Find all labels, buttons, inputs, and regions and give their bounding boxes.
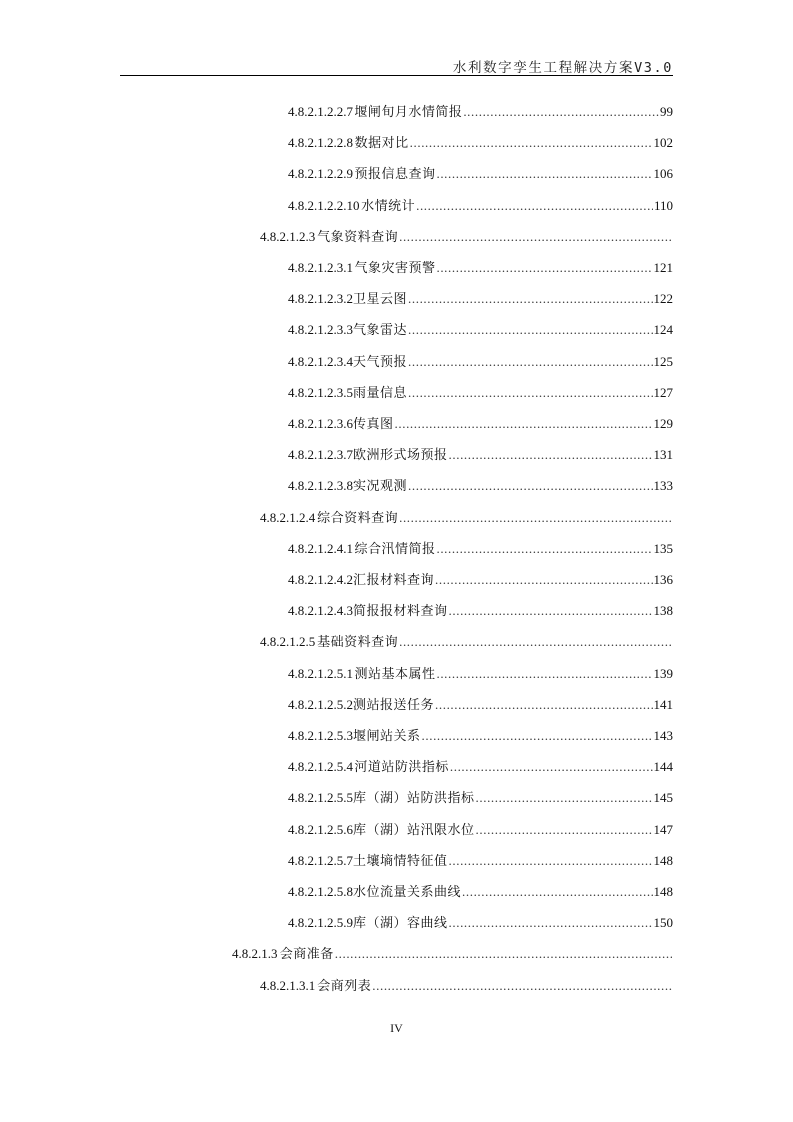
toc-dot-leader — [436, 666, 652, 682]
toc-dot-leader — [422, 728, 653, 744]
toc-entry-page: 148 — [653, 884, 673, 899]
toc-entry[interactable] — [288, 725, 673, 747]
toc-entry-title: 堰闸站关系 — [353, 728, 421, 743]
toc-entry-number: 4.8.2.1.2.3.4 — [288, 353, 353, 369]
toc-dot-leader — [476, 790, 653, 806]
toc-dot-leader — [408, 354, 652, 370]
toc-entry-page: 127 — [653, 384, 673, 400]
toc-dot-leader — [435, 697, 652, 713]
toc-entry-title: 库（湖）站防洪指标 — [353, 790, 475, 806]
page-number: IV — [390, 1021, 403, 1035]
toc-dot-leader — [450, 759, 653, 775]
toc-entry-number: 4.8.2.1.2.4 — [260, 509, 316, 525]
toc-entry-title: 测站报送任务 — [353, 696, 435, 712]
toc-dot-leader — [335, 946, 672, 962]
toc-entry-number: 4.8.2.1.2.3.1 — [288, 260, 353, 275]
toc-entry[interactable] — [288, 351, 673, 373]
toc-entry-title: 水位流量关系曲线 — [353, 884, 462, 899]
toc-entry-number: 4.8.2.1.2.2.9 — [288, 166, 353, 182]
toc-entry-page: 145 — [653, 790, 673, 806]
toc-entry-number: 4.8.2.1.2.5.3 — [288, 728, 353, 743]
toc-entry-title: 库（湖）容曲线 — [353, 915, 448, 931]
toc-entry-title: 水情统计 — [361, 197, 416, 213]
toc-entry[interactable] — [288, 413, 673, 435]
toc-entry[interactable] — [288, 850, 673, 872]
toc-entry-title: 会商准备 — [279, 946, 334, 962]
toc-entry[interactable] — [288, 319, 673, 341]
toc-entry-title: 库（湖）站汛限水位 — [353, 821, 475, 837]
toc-entry[interactable] — [288, 288, 673, 310]
toc-entry-number: 4.8.2.1.2.5.7 — [288, 852, 353, 868]
toc-entry-number: 4.8.2.1.2.5 — [260, 634, 316, 650]
toc-entry-page: 141 — [653, 696, 673, 712]
toc-entry-page: 99 — [660, 104, 673, 119]
toc-entry[interactable] — [288, 257, 673, 279]
toc-entry-title: 气象灾害预警 — [354, 260, 436, 275]
toc-entry[interactable] — [288, 382, 673, 404]
toc-entry-number: 4.8.2.1.2.3.8 — [288, 478, 353, 494]
toc-entry-title: 传真图 — [353, 416, 394, 431]
toc-entry[interactable] — [260, 507, 673, 529]
toc-entry[interactable] — [288, 787, 673, 809]
toc-entry[interactable] — [288, 912, 673, 934]
toc-dot-leader — [449, 603, 653, 619]
toc-dot-leader — [436, 166, 652, 182]
toc-entry-title: 气象雷达 — [353, 322, 408, 338]
toc-entry[interactable] — [288, 132, 673, 154]
toc-entry-number: 4.8.2.1.2.5.2 — [288, 696, 353, 712]
toc-entry-title: 土壤墒情特征值 — [353, 852, 448, 868]
toc-entry-number: 4.8.2.1.2.2.10 — [288, 197, 360, 213]
toc-dot-leader — [408, 291, 652, 307]
toc-dot-leader — [435, 572, 652, 588]
toc-entry-title: 河道站防洪指标 — [354, 759, 449, 775]
toc-entry-page: 121 — [653, 260, 673, 275]
toc-entry[interactable] — [288, 195, 673, 217]
toc-entry-number: 4.8.2.1.2.3.6 — [288, 416, 353, 431]
toc-entry[interactable] — [288, 694, 673, 716]
toc-entry[interactable] — [288, 101, 673, 123]
toc-entry[interactable] — [288, 600, 673, 622]
toc-dot-leader — [436, 541, 652, 557]
toc-entry-title: 测站基本属性 — [354, 665, 436, 681]
document-title: 水利数字孪生工程解决方案V3.0 — [452, 60, 673, 76]
toc-entry-page: 131 — [653, 447, 673, 463]
toc-entry-page: 135 — [653, 540, 673, 556]
toc-entry-page: 122 — [653, 291, 673, 307]
toc-entry-number: 4.8.2.1.2.5.9 — [288, 915, 353, 931]
toc-dot-leader — [416, 198, 653, 214]
toc-entry-title: 气象资料查询 — [317, 228, 399, 244]
toc-dot-leader — [408, 385, 652, 401]
toc-entry-number: 4.8.2.1.2.5.8 — [288, 884, 353, 899]
toc-entry[interactable] — [288, 538, 673, 560]
header-divider — [120, 75, 673, 76]
toc-entry-page: 143 — [653, 728, 673, 743]
toc-entry-number: 4.8.2.1.2.4.1 — [288, 540, 353, 556]
toc-entry-title: 综合汛情简报 — [354, 540, 436, 556]
toc-entry-number: 4.8.2.1.3.1 — [260, 977, 316, 993]
toc-entry[interactable] — [288, 881, 673, 903]
toc-entry-number: 4.8.2.1.2.3.7 — [288, 447, 353, 463]
toc-entry[interactable] — [260, 975, 673, 997]
toc-entry-title: 基础资料查询 — [317, 634, 399, 650]
toc-dot-leader — [449, 447, 653, 463]
toc-entry[interactable] — [288, 163, 673, 185]
toc-entry-page: 144 — [653, 759, 673, 775]
toc-entry-number: 4.8.2.1.2.5.1 — [288, 665, 353, 681]
toc-dot-leader — [408, 478, 652, 494]
toc-entry-number: 4.8.2.1.2.5.6 — [288, 821, 353, 837]
toc-entry-page: 150 — [653, 915, 673, 931]
toc-entry-title: 卫星云图 — [353, 291, 408, 307]
toc-entry-page: 129 — [653, 416, 673, 431]
toc-entry-number: 4.8.2.1.2.5.5 — [288, 790, 353, 806]
toc-entry-page: 147 — [653, 821, 673, 837]
toc-dot-leader — [462, 884, 652, 900]
toc-entry[interactable] — [260, 226, 673, 248]
toc-entry-title: 会商列表 — [317, 977, 372, 993]
toc-entry-title: 堰闸旬月水情简报 — [354, 104, 463, 119]
toc-entry-number: 4.8.2.1.2.3 — [260, 228, 316, 244]
toc-dot-leader — [436, 260, 652, 276]
toc-entry-title: 雨量信息 — [353, 384, 408, 400]
toc-dot-leader — [372, 978, 672, 994]
toc-dot-leader — [476, 822, 653, 838]
toc-dot-leader — [408, 322, 652, 338]
toc-dot-leader — [449, 853, 653, 869]
toc-entry-page: 110 — [653, 197, 673, 213]
toc-entry-page: 148 — [653, 852, 673, 868]
toc-entry[interactable] — [288, 663, 673, 685]
toc-entry-title: 天气预报 — [353, 353, 408, 369]
toc-entry[interactable] — [288, 819, 673, 841]
toc-entry-title: 汇报材料查询 — [353, 572, 435, 587]
toc-entry-page: 102 — [653, 135, 673, 151]
toc-entry[interactable] — [288, 756, 673, 778]
toc-entry[interactable] — [288, 444, 673, 466]
toc-entry-number: 4.8.2.1.2.3.3 — [288, 322, 353, 338]
toc-entry-title: 数据对比 — [354, 135, 409, 151]
toc-entry[interactable] — [260, 631, 673, 653]
toc-entry-number: 4.8.2.1.2.2.8 — [288, 135, 353, 151]
toc-entry-page: 138 — [653, 603, 673, 619]
toc-entry[interactable] — [288, 569, 673, 591]
toc-entry[interactable] — [288, 475, 673, 497]
toc-entry-number: 4.8.2.1.2.3.2 — [288, 291, 353, 307]
toc-dot-leader — [395, 416, 653, 432]
toc-entry-number: 4.8.2.1.2.2.7 — [288, 104, 353, 119]
toc-dot-leader — [399, 229, 672, 245]
toc-dot-leader — [449, 915, 653, 931]
toc-entry-title: 实况观测 — [353, 478, 408, 494]
toc-entry-page: 133 — [653, 478, 673, 494]
toc-entry-number: 4.8.2.1.3 — [232, 946, 278, 962]
toc-entry-number: 4.8.2.1.2.4.3 — [288, 603, 353, 619]
toc-entry-title: 简报报材料查询 — [353, 603, 448, 619]
toc-entry-page: 124 — [653, 322, 673, 338]
toc-dot-leader — [410, 135, 653, 151]
toc-entry-number: 4.8.2.1.2.3.5 — [288, 384, 353, 400]
toc-entry-title: 综合资料查询 — [317, 509, 399, 525]
toc-entry-page: 106 — [653, 166, 673, 182]
toc-entry-page: 136 — [653, 572, 673, 587]
toc-dot-leader — [399, 634, 672, 650]
toc-entry-page: 125 — [653, 353, 673, 369]
toc-entry-title: 预报信息查询 — [354, 166, 436, 182]
toc-entry-number: 4.8.2.1.2.5.4 — [288, 759, 353, 775]
toc-dot-leader — [463, 104, 659, 120]
toc-entry-title: 欧洲形式场预报 — [353, 447, 448, 463]
toc-entry[interactable] — [232, 943, 673, 965]
toc-entry-number: 4.8.2.1.2.4.2 — [288, 572, 353, 587]
toc-entry-page: 139 — [653, 665, 673, 681]
toc-dot-leader — [399, 510, 672, 526]
